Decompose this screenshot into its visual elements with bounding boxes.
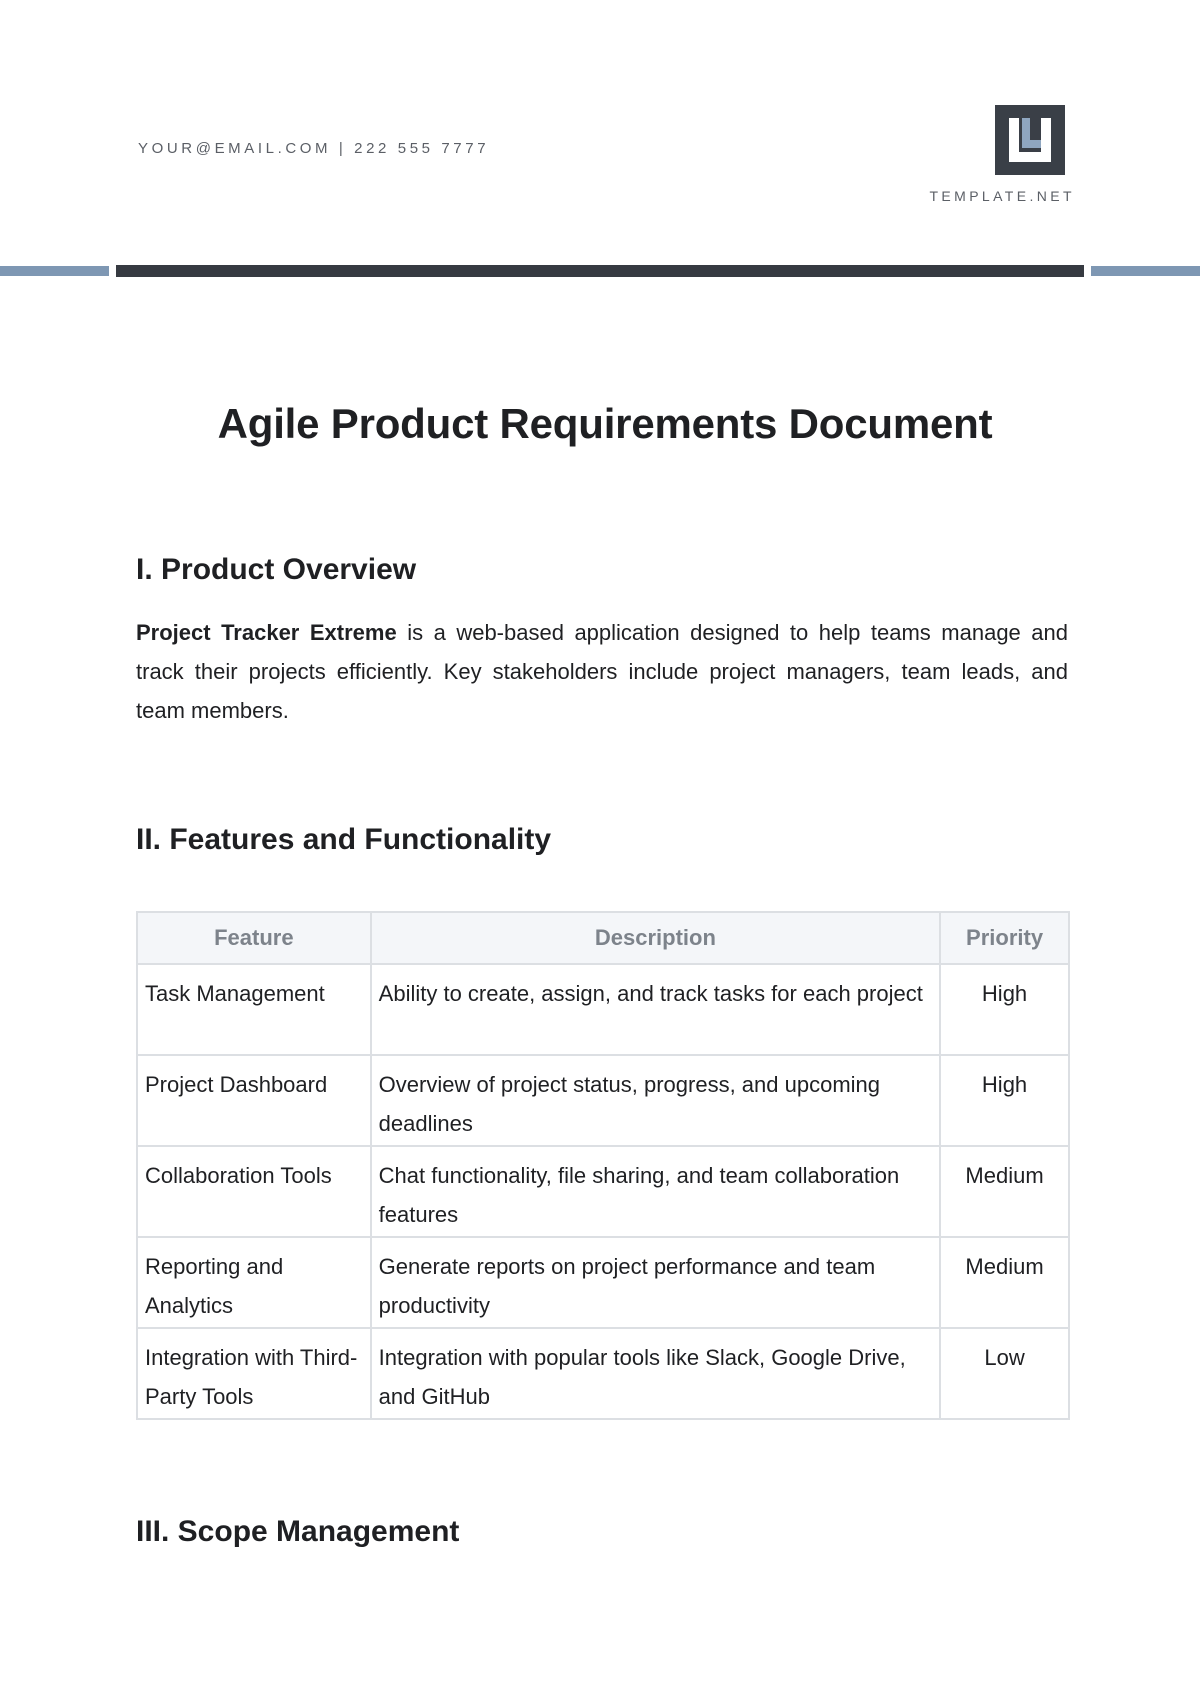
contact-info: YOUR@EMAIL.COM | 222 555 7777 — [138, 140, 490, 157]
priority-cell: Low — [940, 1328, 1069, 1419]
table-row — [137, 1328, 1069, 1419]
template-logo-icon — [995, 105, 1065, 175]
product-name: Project Tracker Extreme — [136, 620, 397, 645]
table-row — [137, 1055, 1069, 1146]
priority-cell: High — [940, 1055, 1069, 1146]
page-title: Agile Product Requirements Document — [217, 400, 993, 447]
description-cell: Overview of project status, progress, and upcoming deadlines — [371, 1055, 940, 1146]
feature-cell: Task Management — [137, 964, 371, 1055]
features-table — [136, 911, 1070, 1420]
column-header-priority: Priority — [940, 912, 1069, 964]
feature-cell: Project Dashboard — [137, 1055, 371, 1146]
table-header-row — [137, 912, 1069, 964]
description-cell: Generate reports on project performance and team productivity — [371, 1237, 940, 1328]
priority-cell: High — [940, 964, 1069, 1055]
description-cell: Chat functionality, file sharing, and team collaboration features — [371, 1146, 940, 1237]
header-rule-left — [0, 266, 109, 276]
description-cell: Ability to create, assign, and track tasks for each project — [371, 964, 940, 1055]
table-row — [137, 964, 1069, 1055]
feature-cell: Integration with Third-Party Tools — [137, 1328, 371, 1419]
header-rule-main — [116, 265, 1084, 277]
table-row — [137, 1146, 1069, 1237]
column-header-feature: Feature — [137, 912, 371, 964]
column-header-description: Description — [371, 912, 940, 964]
overview-body: is a web-based application designed to help teams manage and track their projects efficiently. Key stakeholders include project managers, team leads, and team members. — [136, 620, 1068, 723]
priority-cell: Medium — [940, 1146, 1069, 1237]
feature-cell: Reporting and Analytics — [137, 1237, 371, 1328]
logo-text: TEMPLATE.NET — [929, 188, 1075, 204]
section-heading-scope: III. Scope Management — [136, 1515, 460, 1548]
section-heading-features: II. Features and Functionality — [136, 823, 552, 856]
overview-paragraph — [136, 613, 1068, 730]
header-rule-right — [1091, 266, 1200, 276]
section-heading-overview: I. Product Overview — [136, 553, 417, 586]
description-cell: Integration with popular tools like Slack, Google Drive, and GitHub — [371, 1328, 940, 1419]
priority-cell: Medium — [940, 1237, 1069, 1328]
feature-cell: Collaboration Tools — [137, 1146, 371, 1237]
table-row — [137, 1237, 1069, 1328]
